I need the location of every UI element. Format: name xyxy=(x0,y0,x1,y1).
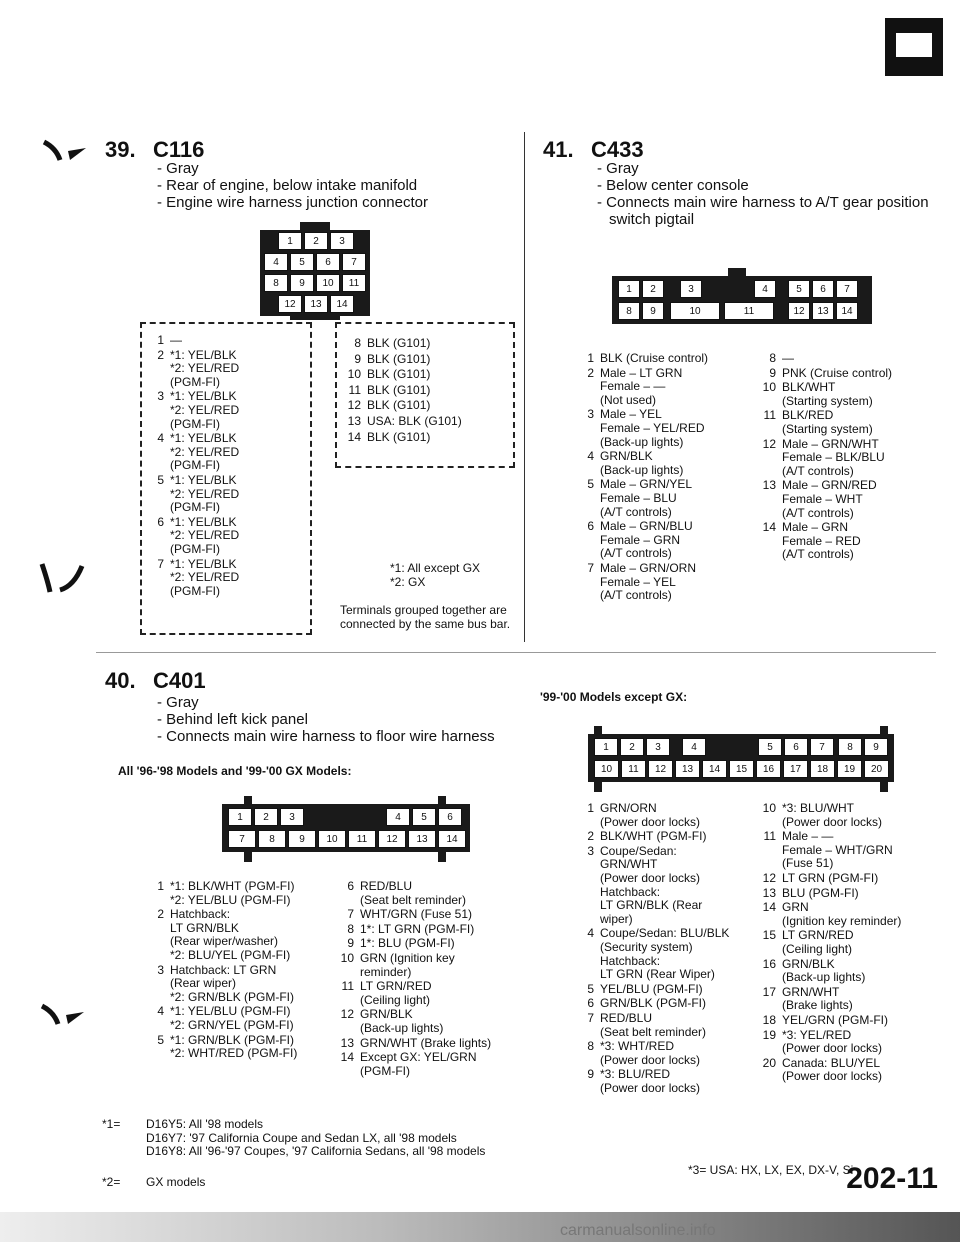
pin-description: Canada: BLU/YEL (Power door locks) xyxy=(782,1055,883,1084)
terminal-cell: 14 xyxy=(836,302,858,320)
pin-entry xyxy=(345,430,513,445)
pin-description: BLK (Cruise control) xyxy=(600,351,709,365)
pin-description: YEL/BLU (PGM-FI) xyxy=(600,981,703,996)
pin-description: RED/BLU (Seat belt reminder) xyxy=(360,879,467,907)
column-divider xyxy=(524,132,525,642)
pin-entry xyxy=(760,1029,950,1056)
terminal-cell: 5 xyxy=(412,808,436,826)
pin-entry xyxy=(760,887,950,901)
pin-entry xyxy=(345,414,513,429)
pin-entry xyxy=(148,558,308,599)
c433-right-pin-list xyxy=(760,352,950,563)
pin-entry xyxy=(760,830,950,871)
pin-entry xyxy=(578,1040,758,1067)
pin-entry xyxy=(578,802,758,829)
terminal-cell: 13 xyxy=(408,830,436,848)
pin-entry xyxy=(148,908,338,962)
c401-96-98-connector-face xyxy=(222,792,470,864)
pin-entry xyxy=(760,381,950,408)
terminal-cell: 10 xyxy=(670,302,720,320)
pin-entry xyxy=(578,478,758,519)
pin-description: *3: BLU/RED (Power door locks) xyxy=(600,1067,701,1095)
terminal-cell: 11 xyxy=(621,760,646,778)
pin-entry xyxy=(345,352,513,367)
terminal-cell: 9 xyxy=(290,274,314,292)
pin-number: 7 xyxy=(157,556,164,571)
pin-number: 9 xyxy=(587,1067,594,1082)
connector-shell xyxy=(244,850,252,862)
connector-shell xyxy=(880,726,888,736)
pin-number: 2 xyxy=(157,907,164,922)
pin-number: 10 xyxy=(762,801,776,815)
pin-entry xyxy=(578,845,758,927)
connector-shell xyxy=(438,850,446,862)
pin-description: GRN/BLK (Back-up lights) xyxy=(600,449,684,477)
pin-number: 7 xyxy=(587,560,594,575)
pin-description: LT GRN/RED (Ceiling light) xyxy=(360,979,432,1007)
connector-shell xyxy=(300,222,330,230)
pin-description: *1: YEL/BLK *2: YEL/RED (PGM-FI) xyxy=(170,556,240,598)
pin-number: 2 xyxy=(587,829,594,844)
c401-subhead-99-00: '99-'00 Models except GX: xyxy=(540,690,688,704)
pin-description: *3: BLU/WHT (Power door locks) xyxy=(782,801,883,829)
pin-number: 19 xyxy=(762,1027,776,1042)
pin-number: 8 xyxy=(347,921,354,936)
pin-number: 1 xyxy=(157,333,164,347)
pin-number: 2 xyxy=(587,365,594,380)
pin-entry xyxy=(338,908,528,922)
pin-description: BLK (G101) xyxy=(367,429,431,444)
pin-description: LT GRN/RED (Ceiling light) xyxy=(782,928,854,956)
pin-description: RED/BLU (Seat belt reminder) xyxy=(600,1010,707,1039)
terminal-cell: 16 xyxy=(756,760,781,778)
terminal-cell: 18 xyxy=(810,760,835,778)
pin-description: Male – GRN/ORN Female – YEL (A/T controls) xyxy=(600,560,697,603)
terminal-cell: 1 xyxy=(618,280,640,298)
pin-description: GRN (Ignition key reminder) xyxy=(360,950,455,979)
terminal-cell: 4 xyxy=(682,738,706,756)
terminal-cell: 9 xyxy=(288,830,316,848)
pin-description: Except GX: YEL/GRN (PGM-FI) xyxy=(360,1050,477,1078)
pin-entry xyxy=(345,367,513,382)
pin-description: Male – GRN/RED Female – WHT (A/T controls) xyxy=(782,478,877,520)
pin-entry xyxy=(760,929,950,956)
connector-shell xyxy=(594,726,602,736)
c433-connector-face xyxy=(612,268,872,328)
pin-number: 9 xyxy=(769,365,776,380)
pin-entry xyxy=(760,367,950,381)
terminal-cell: 12 xyxy=(648,760,673,778)
pin-description: *1: GRN/BLK (PGM-FI) *2: WHT/RED (PGM-FI) xyxy=(170,1032,298,1061)
pin-entry xyxy=(760,872,950,886)
pin-entry xyxy=(148,880,338,907)
pin-entry xyxy=(760,1014,950,1028)
pin-description: — xyxy=(782,351,794,365)
terminal-cell: 9 xyxy=(642,302,664,320)
pin-entry xyxy=(578,927,758,981)
pin-description: Male – LT GRN Female – — (Not used) xyxy=(600,365,683,407)
arrow-down-icon xyxy=(38,560,86,596)
terminal-cell: 3 xyxy=(680,280,702,298)
pin-number: 5 xyxy=(157,472,164,487)
pin-entry xyxy=(578,352,758,366)
pin-entry xyxy=(338,980,528,1007)
pin-entry xyxy=(760,958,950,985)
c401-description: - Gray - Behind left kick panel - Connects main wire harness to floor wire harness xyxy=(157,694,495,745)
pin-entry xyxy=(578,408,758,449)
pin-number: 14 xyxy=(762,520,776,535)
pin-description: Male – GRN/BLU Female – GRN (A/T controls) xyxy=(600,519,693,561)
pin-entry xyxy=(578,1012,758,1039)
pin-entry xyxy=(338,880,528,907)
terminal-cell: 4 xyxy=(754,280,776,298)
pin-entry xyxy=(148,964,338,1005)
pin-entry xyxy=(578,983,758,997)
pin-entry xyxy=(760,901,950,928)
pin-number: 1 xyxy=(157,879,164,893)
pin-number: 3 xyxy=(157,962,164,977)
pin-number: 9 xyxy=(354,351,361,366)
pin-entry xyxy=(148,516,308,557)
pin-number: 6 xyxy=(157,514,164,529)
pin-entry xyxy=(578,367,758,408)
c433-description: - Gray - Below center console - Connects main wire harness to A/T gear position switch pigtail xyxy=(597,160,929,228)
terminal-cell: 2 xyxy=(642,280,664,298)
pin-description: Male – GRN/WHT Female – BLK/BLU (A/T controls) xyxy=(782,436,885,478)
terminal-cell: 11 xyxy=(348,830,376,848)
terminal-cell: 17 xyxy=(783,760,808,778)
pin-entry xyxy=(760,409,950,436)
terminal-cell: 6 xyxy=(316,253,340,271)
pin-description: BLK (G101) xyxy=(367,367,431,382)
pin-description: BLU (PGM-FI) xyxy=(782,885,859,900)
pin-description: BLK/WHT (PGM-FI) xyxy=(600,829,707,844)
c116-bus-note: Terminals grouped together are connected by the same bus bar. xyxy=(340,603,511,631)
c401-96-98-right-pin-list xyxy=(338,880,528,1079)
pin-number: 3 xyxy=(587,407,594,422)
pin-number: 20 xyxy=(762,1055,776,1070)
pin-number: 13 xyxy=(340,1035,354,1050)
pin-description: PNK (Cruise control) xyxy=(782,365,893,380)
pin-number: 6 xyxy=(347,879,354,893)
pin-number: 11 xyxy=(348,382,361,397)
pin-entry xyxy=(760,802,950,829)
pin-entry xyxy=(760,479,950,520)
pin-number: 1 xyxy=(587,801,594,815)
pin-number: 7 xyxy=(587,1010,594,1025)
terminal-cell: 15 xyxy=(729,760,754,778)
pin-entry xyxy=(148,432,308,473)
pin-entry xyxy=(578,450,758,477)
terminal-cell: 5 xyxy=(788,280,810,298)
terminal-cell: 11 xyxy=(342,274,366,292)
pin-number: 5 xyxy=(157,1032,164,1047)
terminal-cell: 4 xyxy=(386,808,410,826)
pin-number: 4 xyxy=(587,449,594,464)
c401-96-98-left-pin-list xyxy=(148,880,338,1062)
terminal-cell: 7 xyxy=(342,253,366,271)
pin-description: GRN/ORN (Power door locks) xyxy=(600,801,701,829)
pin-entry xyxy=(345,398,513,413)
pin-description: Male – — Female – WHT/GRN (Fuse 51) xyxy=(782,829,893,871)
terminal-cell: 10 xyxy=(316,274,340,292)
terminal-cell: 3 xyxy=(280,808,304,826)
pin-number: 3 xyxy=(157,389,164,404)
pin-entry xyxy=(338,1051,528,1078)
pin-number: 4 xyxy=(587,926,594,941)
pin-number: 6 xyxy=(587,519,594,534)
arrow-right-icon xyxy=(40,1002,88,1028)
c116-right-pin-list xyxy=(345,336,513,445)
pin-entry xyxy=(760,986,950,1013)
terminal-cell: 6 xyxy=(812,280,834,298)
connector-shell xyxy=(880,780,888,792)
pin-description: *1: YEL/BLK *2: YEL/RED (PGM-FI) xyxy=(170,472,240,515)
pin-number: 8 xyxy=(587,1039,594,1054)
pin-description: BLK/WHT (Starting system) xyxy=(782,380,873,408)
pin-number: 9 xyxy=(347,936,354,951)
pin-description: Hatchback: LT GRN (Rear wiper) *2: GRN/BLK (PGM-FI) xyxy=(170,962,295,1004)
terminal-cell: 7 xyxy=(810,738,834,756)
pin-description: Male – GRN Female – RED (A/T controls) xyxy=(782,520,861,562)
pin-number: 17 xyxy=(762,984,776,999)
pin-number: 4 xyxy=(157,1004,164,1019)
terminal-cell: 12 xyxy=(378,830,406,848)
pin-number: 11 xyxy=(763,829,776,844)
pin-number: 13 xyxy=(762,885,776,900)
pin-entry xyxy=(338,937,528,951)
pin-entry xyxy=(148,334,308,348)
terminal-cell: 13 xyxy=(304,295,328,313)
pin-description: *1: YEL/BLK *2: YEL/RED (PGM-FI) xyxy=(170,514,240,556)
pin-number: 2 xyxy=(157,347,164,362)
pin-description: 1*: BLU (PGM-FI) xyxy=(360,936,455,951)
pin-description: YEL/GRN (PGM-FI) xyxy=(782,1012,889,1027)
pin-number: 14 xyxy=(762,900,776,915)
terminal-cell: 3 xyxy=(646,738,670,756)
pin-description: *1: YEL/BLU (PGM-FI) *2: GRN/YEL (PGM-FI) xyxy=(170,1004,294,1032)
pin-entry xyxy=(760,438,950,479)
pin-number: 12 xyxy=(762,870,776,885)
terminal-cell: 7 xyxy=(836,280,858,298)
c116-footnote: *1: All except GX *2: GX xyxy=(390,561,481,589)
pin-description: *1: YEL/BLK *2: YEL/RED (PGM-FI) xyxy=(170,431,240,473)
terminal-cell: 8 xyxy=(258,830,286,848)
pin-entry xyxy=(578,997,758,1011)
pin-description: Coupe/Sedan: BLU/BLK (Security system) Hatchback: LT GRN (Rear Wiper) xyxy=(600,926,730,982)
terminal-cell: 6 xyxy=(438,808,462,826)
terminal-cell: 14 xyxy=(702,760,727,778)
pin-number: 16 xyxy=(762,956,776,971)
c401-99-00-connector-face xyxy=(588,722,894,794)
terminal-cell: 1 xyxy=(594,738,618,756)
connector-shell xyxy=(438,796,446,806)
pin-number: 14 xyxy=(347,429,361,444)
c401-subhead-96-98: All '96-'98 Models and '99-'00 GX Models: xyxy=(118,764,352,778)
terminal-cell: 14 xyxy=(330,295,354,313)
pin-description: BLK/RED (Starting system) xyxy=(782,408,873,436)
section-c401-heading: 40. C401 xyxy=(105,668,206,693)
pin-entry xyxy=(148,349,308,390)
pin-description: GRN (Ignition key reminder) xyxy=(782,900,902,928)
footer-bar xyxy=(0,1212,960,1242)
c116-description: - Gray - Rear of engine, below intake manifold - Engine wire harness junction connector xyxy=(157,160,428,211)
pin-entry xyxy=(760,521,950,562)
section-divider xyxy=(96,652,936,653)
pin-number: 10 xyxy=(762,380,776,395)
pin-number: 11 xyxy=(341,979,354,994)
pin-entry xyxy=(345,336,513,351)
pin-entry xyxy=(148,390,308,431)
c116-connector-face xyxy=(250,222,380,320)
terminal-cell: 2 xyxy=(254,808,278,826)
pin-number: 15 xyxy=(762,928,776,943)
terminal-cell: 5 xyxy=(290,253,314,271)
pin-number: 8 xyxy=(354,336,361,350)
pin-entry xyxy=(338,952,528,979)
pin-number: 13 xyxy=(762,478,776,493)
pin-description: LT GRN (PGM-FI) xyxy=(782,870,879,885)
pin-number: 13 xyxy=(347,413,361,428)
terminal-cell: 12 xyxy=(788,302,810,320)
terminal-cell: 11 xyxy=(724,302,774,320)
page-number: 202-11 xyxy=(846,1162,938,1195)
pin-entry xyxy=(578,520,758,561)
battery-icon xyxy=(885,18,943,76)
terminal-cell: 19 xyxy=(837,760,862,778)
terminal-cell: 2 xyxy=(304,232,328,250)
pin-entry xyxy=(760,352,950,366)
connector-shell xyxy=(290,314,340,320)
terminal-cell: 5 xyxy=(758,738,782,756)
pin-description: Male – YEL Female – YEL/RED (Back-up lights) xyxy=(600,407,705,449)
pin-description: BLK (G101) xyxy=(367,398,431,413)
pin-number: 14 xyxy=(340,1050,354,1065)
pin-entry xyxy=(578,1068,758,1095)
arrow-right-icon xyxy=(42,138,90,164)
terminal-cell: 7 xyxy=(228,830,256,848)
pin-entry xyxy=(338,1008,528,1035)
pin-description: USA: BLK (G101) xyxy=(367,413,462,428)
pin-number: 5 xyxy=(587,477,594,492)
pin-description: *1: YEL/BLK *2: YEL/RED (PGM-FI) xyxy=(170,389,240,431)
pin-description: GRN/BLK (Back-up lights) xyxy=(360,1007,444,1035)
pin-number: 18 xyxy=(762,1012,776,1027)
c116-left-pin-list xyxy=(148,334,308,599)
pin-description: — xyxy=(170,333,182,347)
pin-number: 10 xyxy=(347,367,361,382)
terminal-cell: 14 xyxy=(438,830,466,848)
pin-number: 3 xyxy=(587,843,594,858)
pin-entry xyxy=(148,474,308,515)
pin-number: 5 xyxy=(587,981,594,996)
pin-entry xyxy=(578,830,758,844)
c401-footnote-3: *3= USA: HX, LX, EX, DX-V, Si xyxy=(688,1163,854,1177)
terminal-cell: 8 xyxy=(618,302,640,320)
terminal-cell: 8 xyxy=(838,738,862,756)
terminal-cell: 10 xyxy=(594,760,619,778)
terminal-cell: 20 xyxy=(864,760,889,778)
c433-left-pin-list xyxy=(578,352,758,604)
section-c116-heading: 39. C116 xyxy=(105,137,205,162)
c401-footnote-1: *1= D16Y5: All '98 models D16Y7: '97 California Coupe and Sedan LX, all '98 models D16Y8: All '96-'97 Coupes, '97 California Sedans, all '98 models xyxy=(102,1117,486,1159)
c401-99-00-right-pin-list xyxy=(760,802,950,1085)
pin-number: 11 xyxy=(763,408,776,423)
terminal-cell: 4 xyxy=(264,253,288,271)
pin-number: 12 xyxy=(762,436,776,451)
pin-number: 12 xyxy=(340,1007,354,1022)
pin-entry xyxy=(148,1034,338,1061)
pin-description: *1: BLK/WHT (PGM-FI) *2: YEL/BLU (PGM-FI) xyxy=(170,879,295,907)
section-c433-heading: 41. C433 xyxy=(543,137,644,162)
pin-description: 1*: LT GRN (PGM-FI) xyxy=(360,921,475,936)
pin-description: Coupe/Sedan: GRN/WHT (Power door locks) Hatchback: LT GRN/BLK (Rear wiper) xyxy=(600,843,703,926)
pin-description: *1: YEL/BLK *2: YEL/RED (PGM-FI) xyxy=(170,347,240,389)
pin-description: BLK (G101) xyxy=(367,351,431,366)
connector-shell xyxy=(244,796,252,806)
pin-number: 6 xyxy=(587,996,594,1011)
connector-shell xyxy=(728,268,746,278)
pin-description: GRN/WHT (Brake lights) xyxy=(360,1035,492,1050)
pin-number: 1 xyxy=(587,351,594,365)
terminal-cell: 1 xyxy=(228,808,252,826)
pin-number: 8 xyxy=(769,351,776,365)
pin-description: GRN/WHT (Brake lights) xyxy=(782,984,853,1013)
pin-entry xyxy=(148,1005,338,1032)
terminal-cell: 2 xyxy=(620,738,644,756)
terminal-cell: 13 xyxy=(675,760,700,778)
pin-entry xyxy=(345,383,513,398)
pin-entry xyxy=(338,923,528,937)
pin-description: *3: WHT/RED (Power door locks) xyxy=(600,1039,701,1067)
terminal-cell: 10 xyxy=(318,830,346,848)
pin-description: Male – GRN/YEL Female – BLU (A/T controls) xyxy=(600,477,693,519)
terminal-cell: 6 xyxy=(784,738,808,756)
pin-description: *3: YEL/RED (Power door locks) xyxy=(782,1027,883,1056)
terminal-cell: 9 xyxy=(864,738,888,756)
pin-description: GRN/BLK (PGM-FI) xyxy=(600,996,707,1011)
terminal-cell: 3 xyxy=(330,232,354,250)
terminal-cell: 12 xyxy=(278,295,302,313)
watermark: carmanualsonline.info xyxy=(560,1222,716,1239)
pin-description: GRN/BLK (Back-up lights) xyxy=(782,956,866,985)
pin-number: 10 xyxy=(340,950,354,965)
pin-description: BLK (G101) xyxy=(367,336,431,350)
pin-entry xyxy=(760,1057,950,1084)
pin-entry xyxy=(338,1037,528,1051)
pin-number: 7 xyxy=(347,907,354,922)
pin-description: BLK (G101) xyxy=(367,382,431,397)
pin-description: WHT/GRN (Fuse 51) xyxy=(360,907,473,922)
c401-99-00-left-pin-list xyxy=(578,802,758,1096)
pin-number: 4 xyxy=(157,431,164,446)
terminal-cell: 8 xyxy=(264,274,288,292)
connector-shell xyxy=(594,780,602,792)
terminal-cell: 1 xyxy=(278,232,302,250)
pin-description: Hatchback: LT GRN/BLK (Rear wiper/washer) *2: BLU/YEL (PGM-FI) xyxy=(170,907,291,962)
pin-entry xyxy=(578,562,758,603)
c401-footnote-2: *2= GX models xyxy=(102,1175,206,1189)
terminal-cell: 13 xyxy=(812,302,834,320)
pin-number: 12 xyxy=(347,398,361,413)
